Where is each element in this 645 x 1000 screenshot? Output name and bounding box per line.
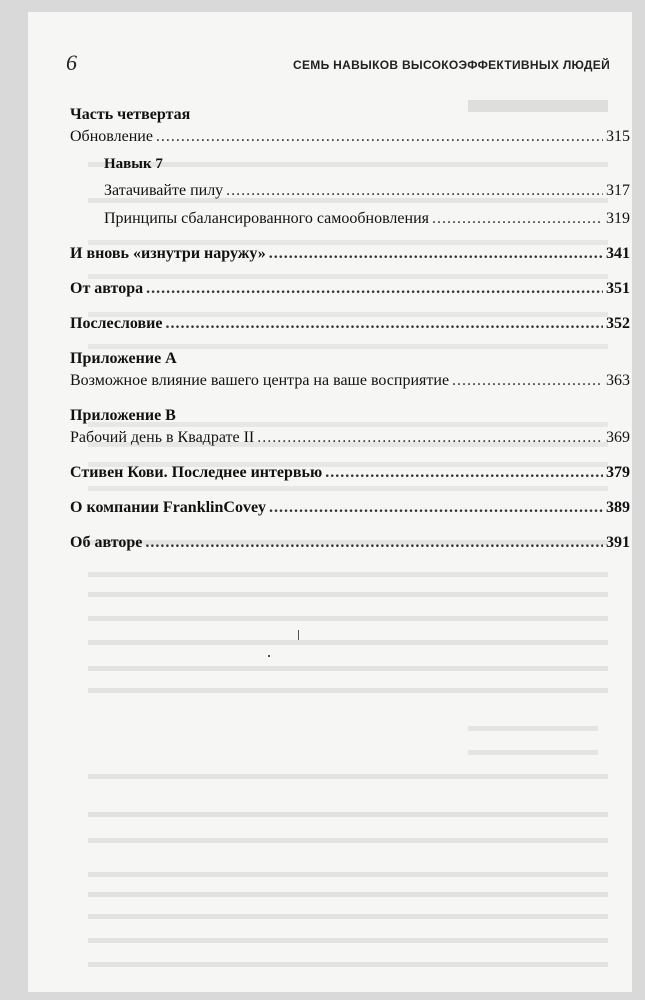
toc-entry-label: Послесловие <box>70 315 163 332</box>
toc-entry-sharpen <box>70 180 630 202</box>
toc-entry-label: Об авторе <box>70 534 143 551</box>
toc-entry-label: Затачивайте пилу <box>104 182 224 199</box>
toc-entry-page: 391 <box>606 534 630 551</box>
toc-entry-page: 319 <box>606 210 630 227</box>
toc-entry-label: О компании FranklinCovey <box>70 499 267 516</box>
toc-entry-appendix-a <box>70 370 630 392</box>
toc-entry-label: Рабочий день в Квадрате II <box>70 429 255 446</box>
toc-entry-interview <box>70 462 630 484</box>
toc-entry-page: 352 <box>606 315 630 332</box>
part4-heading: Часть четвертая <box>70 106 191 123</box>
toc-entry-label: Возможное влияние вашего центра на ваше восприятие <box>70 372 450 389</box>
table-of-contents <box>70 104 630 554</box>
print-mark <box>298 630 299 640</box>
page-number: 6 <box>66 50 77 75</box>
toc-entry-page: 341 <box>606 245 630 262</box>
toc-entry-about-author <box>70 532 630 554</box>
toc-entry-principles <box>70 208 630 230</box>
toc-entry-page: 369 <box>606 429 630 446</box>
dot-leader <box>452 370 603 392</box>
toc-entry-label: Принципы сбалансированного самообновления <box>104 210 429 227</box>
toc-entry-appendix-b <box>70 427 630 449</box>
toc-entry-page: 379 <box>606 464 630 481</box>
toc-entry-afterword <box>70 313 630 335</box>
toc-entry-page: 351 <box>606 280 630 297</box>
dot-leader <box>432 208 603 230</box>
dot-leader <box>325 462 603 484</box>
toc-entry-from-author <box>70 278 630 300</box>
appendix-a-heading: Приложение А <box>70 350 177 367</box>
toc-entry-franklin <box>70 497 630 519</box>
dot-leader <box>269 497 603 519</box>
habit7-heading: Навык 7 <box>104 156 163 172</box>
toc-entry-label: Стивен Кови. Последнее интервью <box>70 464 323 481</box>
toc-entry-label: Обновление <box>70 128 153 145</box>
toc-entry-page: 363 <box>606 372 630 389</box>
toc-entry-page: 389 <box>606 499 630 516</box>
running-title: СЕМЬ НАВЫКОВ ВЫСОКОЭФФЕКТИВНЫХ ЛЮДЕЙ <box>293 58 610 72</box>
toc-entry-page: 317 <box>606 182 630 199</box>
dot-leader <box>257 427 603 449</box>
toc-entry-page: 315 <box>606 128 630 145</box>
dot-leader <box>269 243 603 265</box>
print-mark <box>268 655 270 657</box>
toc-entry-renewal <box>70 126 630 148</box>
dot-leader <box>145 532 603 554</box>
dot-leader <box>226 180 603 202</box>
dot-leader <box>165 313 603 335</box>
dot-leader <box>156 126 603 148</box>
appendix-b-heading: Приложение В <box>70 407 176 424</box>
toc-entry-label: От автора <box>70 280 144 297</box>
book-page <box>28 12 632 992</box>
dot-leader <box>146 278 603 300</box>
toc-entry-inside-out <box>70 243 630 265</box>
toc-entry-label: И вновь «изнутри наружу» <box>70 245 266 262</box>
